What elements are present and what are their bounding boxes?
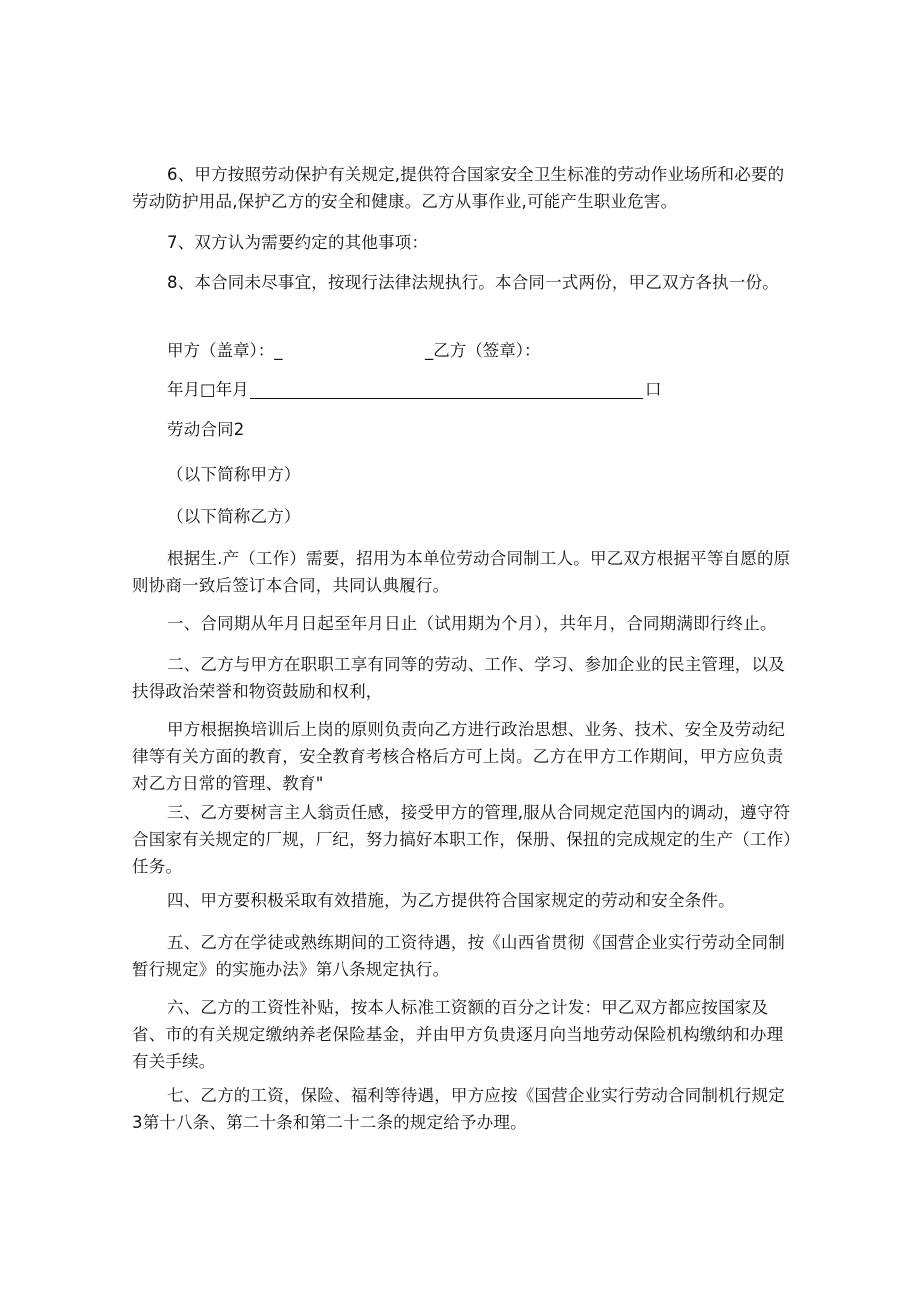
article-2: 二、乙方与甲方在职职工享有同等的劳动、工作、学习、参加企业的民主管理，以及扶得政治荣誉和物资鼓励和权利，	[132, 655, 785, 701]
article-2-training: 甲方根据换培训后上岗的原则负责向乙方进行政治思想、业务、技术、安全及劳动纪律等有关方面的教育，安全教育考核合格后方可上岗。乙方在甲方工作期间，甲方应负责对乙方日常的管理、教育"	[132, 720, 785, 793]
article-3: 三、乙方要树言主人翁贡任感，接受甲方的管理,服从合同规定范国内的调动，遵守符合国家有关规定的厂规，厂纪，努力搞好本职工作，保册、保扭的完成规定的生产（工作）任务。	[132, 803, 792, 876]
article-5: 五、乙方在学徒或熟练期间的工资待遇，按《山西省贯彻《国营企业实行劳动全同制暂行规定》的实施办法》第八条规定执行。	[132, 933, 785, 979]
clause-8: 8、本合同未尽事宜，按现行法律法规执行。本合同一式两份，甲乙双方各执一份。	[167, 273, 779, 292]
party-a-abbrev: （以下简称甲方）	[167, 465, 301, 484]
article-1: 一、合同期从年月日起至年月日止（试用期为个月），共年月，合同期满即行终止。	[167, 614, 777, 633]
party-b-sign-label: _乙方（签章）：	[425, 341, 541, 360]
date-end-box: 口	[645, 380, 662, 399]
intro-paragraph: 根据生.产（工作）需要，招用为本单位劳动合同制工人。甲乙双方根据平等自愿的原则协商一致后签订本合同，共同认典履行。	[132, 549, 791, 595]
clause-7: 7、双方认为需要约定的其他事项：	[167, 233, 429, 252]
article-4: 四、甲方要积极采取有效措施，为乙方提供符合国家规定的劳动和安全条件。	[167, 891, 735, 910]
article-7: 七、乙方的工资，保险、福利等待遇，甲方应按《国营企业实行劳动合同制机行规定3第十八条、第二十条和第二十二条的规定给予办理。	[132, 1086, 785, 1132]
date-underline	[250, 398, 643, 399]
clause-6: 6、甲方按照劳动保护有关规定,提供符合国家安全卫生标准的劳动作业场所和必要的劳动防护用品,保护乙方的安全和健康。乙方从事作业,可能产生职业危害。	[132, 165, 785, 211]
article-6: 六、乙方的工资性补贴，按本人标准工资额的百分之计发：甲乙双方都应按国家及省、市的有关规定缴纳养老保险基金，并由甲方负贵逐月向当地劳动保险机构缴纳和办理有关手续。	[132, 998, 784, 1071]
date-label: 年月□年月	[167, 380, 249, 399]
signature-line	[167, 337, 587, 364]
contract-title: 劳动合同2	[167, 420, 245, 439]
date-line	[167, 376, 667, 403]
party-b-abbrev: （以下简称乙方）	[167, 507, 301, 526]
party-a-seal-label: 甲方（盖章）：_	[167, 341, 283, 360]
